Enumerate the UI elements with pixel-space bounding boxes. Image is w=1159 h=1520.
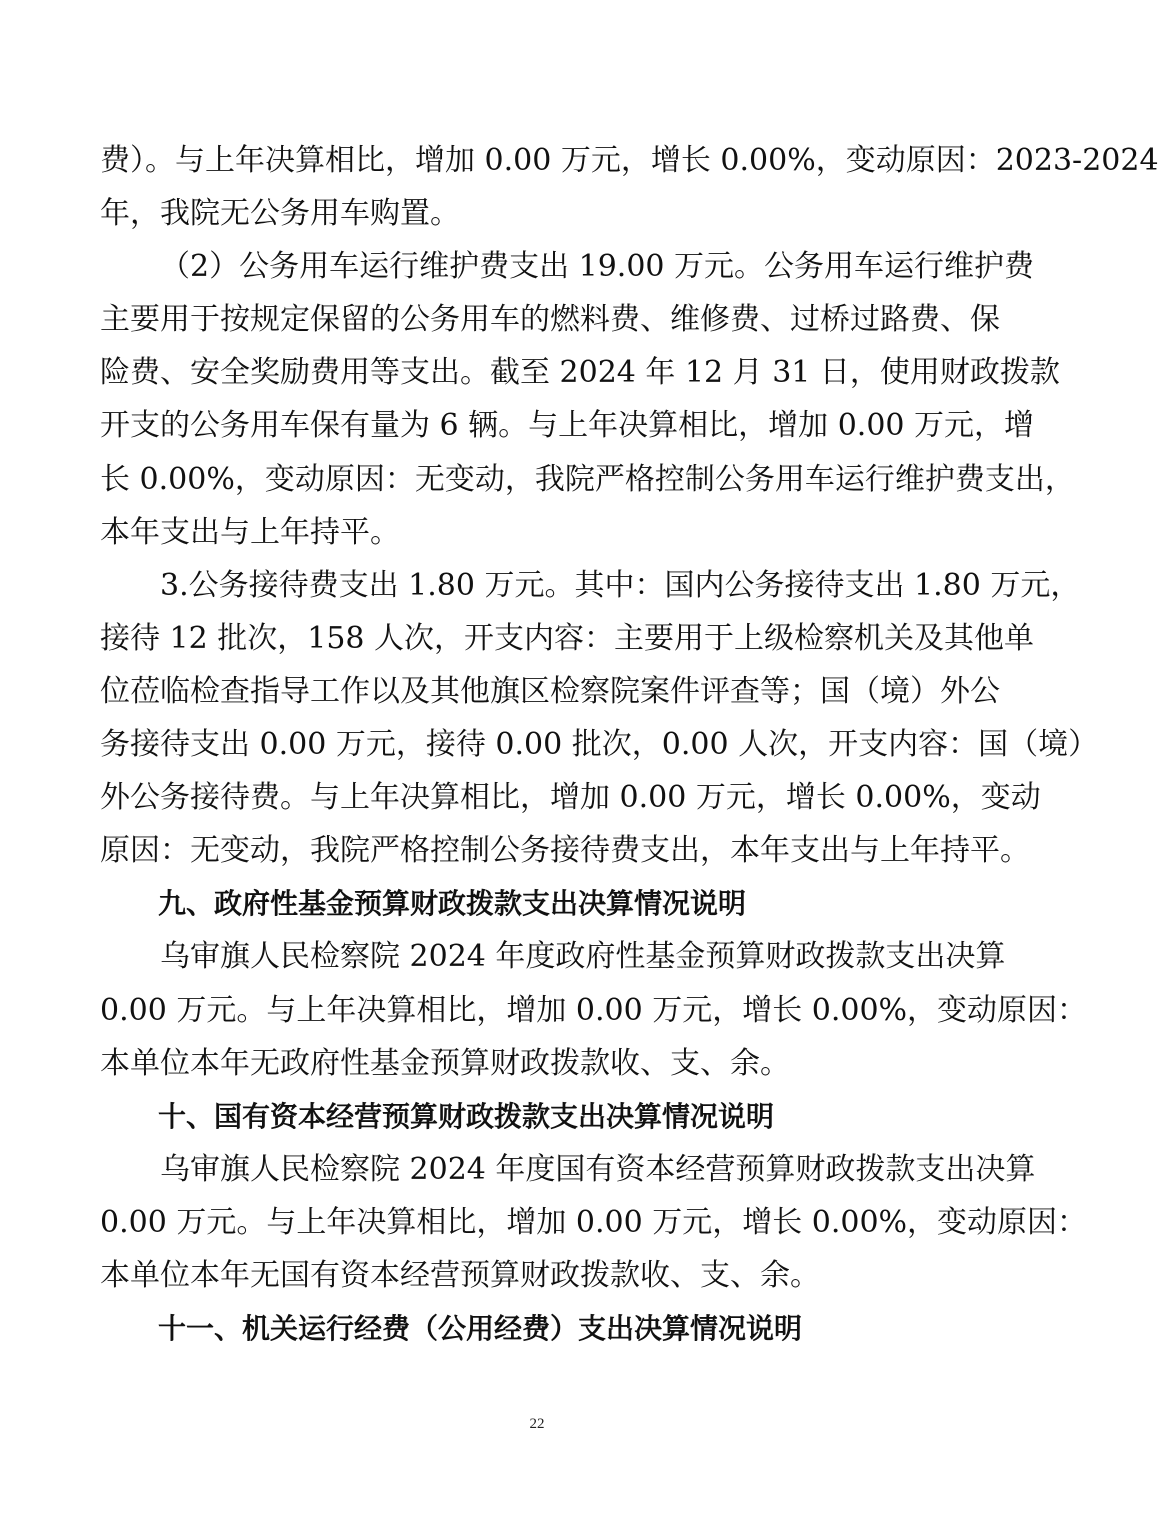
document-body	[100, 134, 1159, 1355]
paragraph-line: 接待 12 批次，158 人次，开支内容：主要用于上级检察机关及其他单	[100, 620, 1035, 656]
paragraph-line: 3.公务接待费支出 1.80 万元。其中：国内公务接待支出 1.80 万元，	[160, 567, 1081, 603]
section-heading: 十一、机关运行经费（公用经费）支出决算情况说明	[158, 1312, 803, 1346]
paragraph-line: 务接待支出 0.00 万元，接待 0.00 批次，0.00 人次，开支内容：国（境）	[100, 727, 1099, 763]
section-heading: 十、国有资本经营预算财政拨款支出决算情况说明	[158, 1099, 775, 1133]
page-number: 22	[529, 1416, 545, 1432]
paragraph-line: 乌审旗人民检察院 2024 年度政府性基金预算财政拨款支出决算	[160, 939, 1006, 975]
paragraph-line: 位莅临检查指导工作以及其他旗区检察院案件评查等；国（境）外公	[100, 673, 1000, 709]
paragraph-line: 主要用于按规定保留的公务用车的燃料费、维修费、过桥过路费、保	[100, 302, 1000, 338]
paragraph-line: 本年支出与上年持平。	[100, 514, 400, 550]
paragraph-line: 0.00 万元。与上年决算相比，增加 0.00 万元，增长 0.00%，变动原因：	[100, 992, 1088, 1028]
paragraph-line: 长 0.00%，变动原因：无变动，我院严格控制公务用车运行维护费支出，	[100, 461, 1075, 497]
paragraph-line: 本单位本年无国有资本经营预算财政拨款收、支、余。	[100, 1257, 820, 1293]
paragraph-line: 费）。与上年决算相比，增加 0.00 万元，增长 0.00%，变动原因：2023-2024	[100, 143, 1159, 178]
paragraph-line: 险费、安全奖励费用等支出。截至 2024 年 12 月 31 日，使用财政拨款	[100, 355, 1060, 391]
paragraph-line: 原因：无变动，我院严格控制公务接待费支出，本年支出与上年持平。	[100, 833, 1030, 869]
section-heading: 九、政府性基金预算财政拨款支出决算情况说明	[158, 887, 747, 921]
paragraph-line: 开支的公务用车保有量为 6 辆。与上年决算相比，增加 0.00 万元，增	[100, 408, 1035, 444]
paragraph-line: 本单位本年无政府性基金预算财政拨款收、支、余。	[100, 1045, 790, 1081]
paragraph-line: 外公务接待费。与上年决算相比，增加 0.00 万元，增长 0.00%，变动	[100, 780, 1041, 816]
paragraph-line: 0.00 万元。与上年决算相比，增加 0.00 万元，增长 0.00%，变动原因：	[100, 1204, 1088, 1240]
paragraph-line: 年，我院无公务用车购置。	[100, 196, 460, 232]
paragraph-line: 乌审旗人民检察院 2024 年度国有资本经营预算财政拨款支出决算	[160, 1151, 1036, 1187]
paragraph-line: （2）公务用车运行维护费支出 19.00 万元。公务用车运行维护费	[160, 249, 1035, 285]
